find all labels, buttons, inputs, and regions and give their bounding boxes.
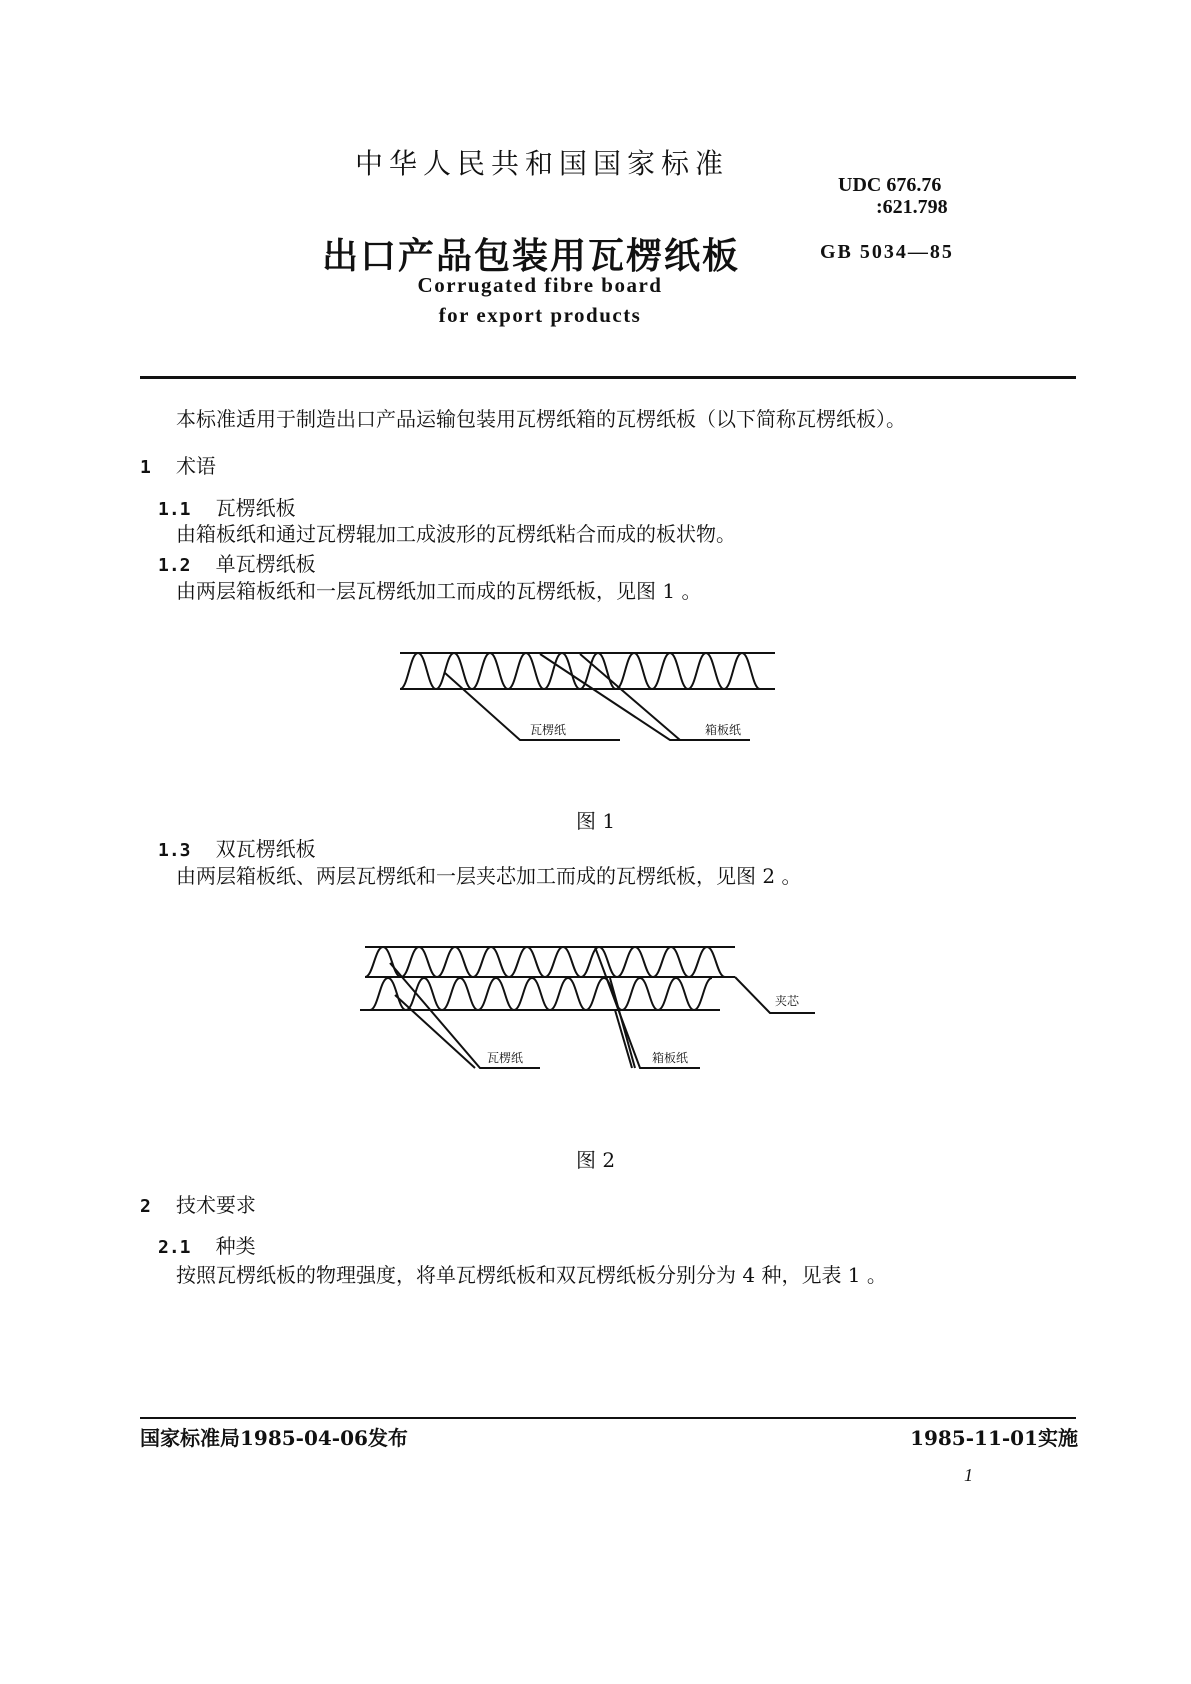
header-rule [140,376,1076,379]
section-title: 技术要求 [175,1193,256,1217]
lower-corrugated-medium [370,978,712,1010]
clause-number: 1.2 [158,555,191,576]
clause-title: 瓦楞纸板 [215,496,296,520]
label-board: 箱板纸 [705,723,742,737]
figure-1-single-wall-diagram [380,630,800,770]
clause-1-3-text: 由两层箱板纸、两层瓦楞纸和一层夹芯加工而成的瓦楞纸板，见图 2 。 [176,864,802,888]
section-number: 2 [140,1196,151,1217]
clause-1-3-heading [158,833,316,862]
figure-1-caption: 图 1 [576,809,616,833]
leader-corrugated-2 [395,995,475,1068]
clause-1-2-text: 由两层箱板纸和一层瓦楞纸加工而成的瓦楞纸板，见图 1 。 [176,579,702,603]
label-corrugated: 瓦楞纸 [530,723,567,737]
section-1-heading [140,450,216,479]
clause-title: 双瓦楞纸板 [215,837,316,861]
figure-2-double-wall-diagram [350,935,830,1085]
issue-date: 国家标准局1985-04-06发布 [140,1426,408,1450]
label-corrugated: 瓦楞纸 [487,1051,524,1065]
clause-number: 1.1 [158,499,191,520]
clause-1-1-heading [158,492,296,521]
gb-number: GB 5034—85 [820,241,954,263]
footer-rule [140,1417,1076,1419]
leader-board-2 [580,654,680,740]
intro-paragraph: 本标准适用于制造出口产品运输包装用瓦楞纸箱的瓦楞纸板（以下简称瓦楞纸板）。 [176,407,906,431]
page-title: 出口产品包装用瓦楞纸板 [322,236,741,277]
clause-title: 单瓦楞纸板 [215,552,316,576]
udc-line-1: UDC 676.76 [838,174,942,196]
clause-1-2-heading [158,548,316,577]
section-number: 1 [140,457,151,478]
figure-2-caption: 图 2 [576,1148,616,1172]
standard-name: 中华人民共和国国家标准 [355,147,730,180]
clause-number: 2.1 [158,1237,191,1258]
english-title-line-2: for export products [438,303,642,327]
label-board: 箱板纸 [652,1051,689,1065]
english-title-line-1: Corrugated fibre board [417,273,663,297]
leader-board-1 [595,947,700,1068]
udc-code [838,174,948,218]
clause-title: 种类 [215,1234,256,1258]
clause-2-1-text: 按照瓦楞纸板的物理强度，将单瓦楞纸板和双瓦楞纸板分别分为 4 种，见表 1 。 [176,1263,887,1287]
clause-1-1-text: 由箱板纸和通过瓦楞辊加工成波形的瓦楞纸粘合而成的板状物。 [176,522,736,546]
effective-date: 1985-11-01实施 [910,1426,1078,1450]
label-core: 夹芯 [775,994,800,1008]
clause-number: 1.3 [158,840,191,861]
corrugated-medium [400,653,760,689]
page-number: 1 [964,1465,973,1485]
clause-2-1-heading [158,1230,256,1259]
upper-corrugated-medium [365,947,725,977]
section-2-heading [140,1189,256,1218]
udc-line-2: :621.798 [876,196,948,218]
section-title: 术语 [175,454,216,478]
